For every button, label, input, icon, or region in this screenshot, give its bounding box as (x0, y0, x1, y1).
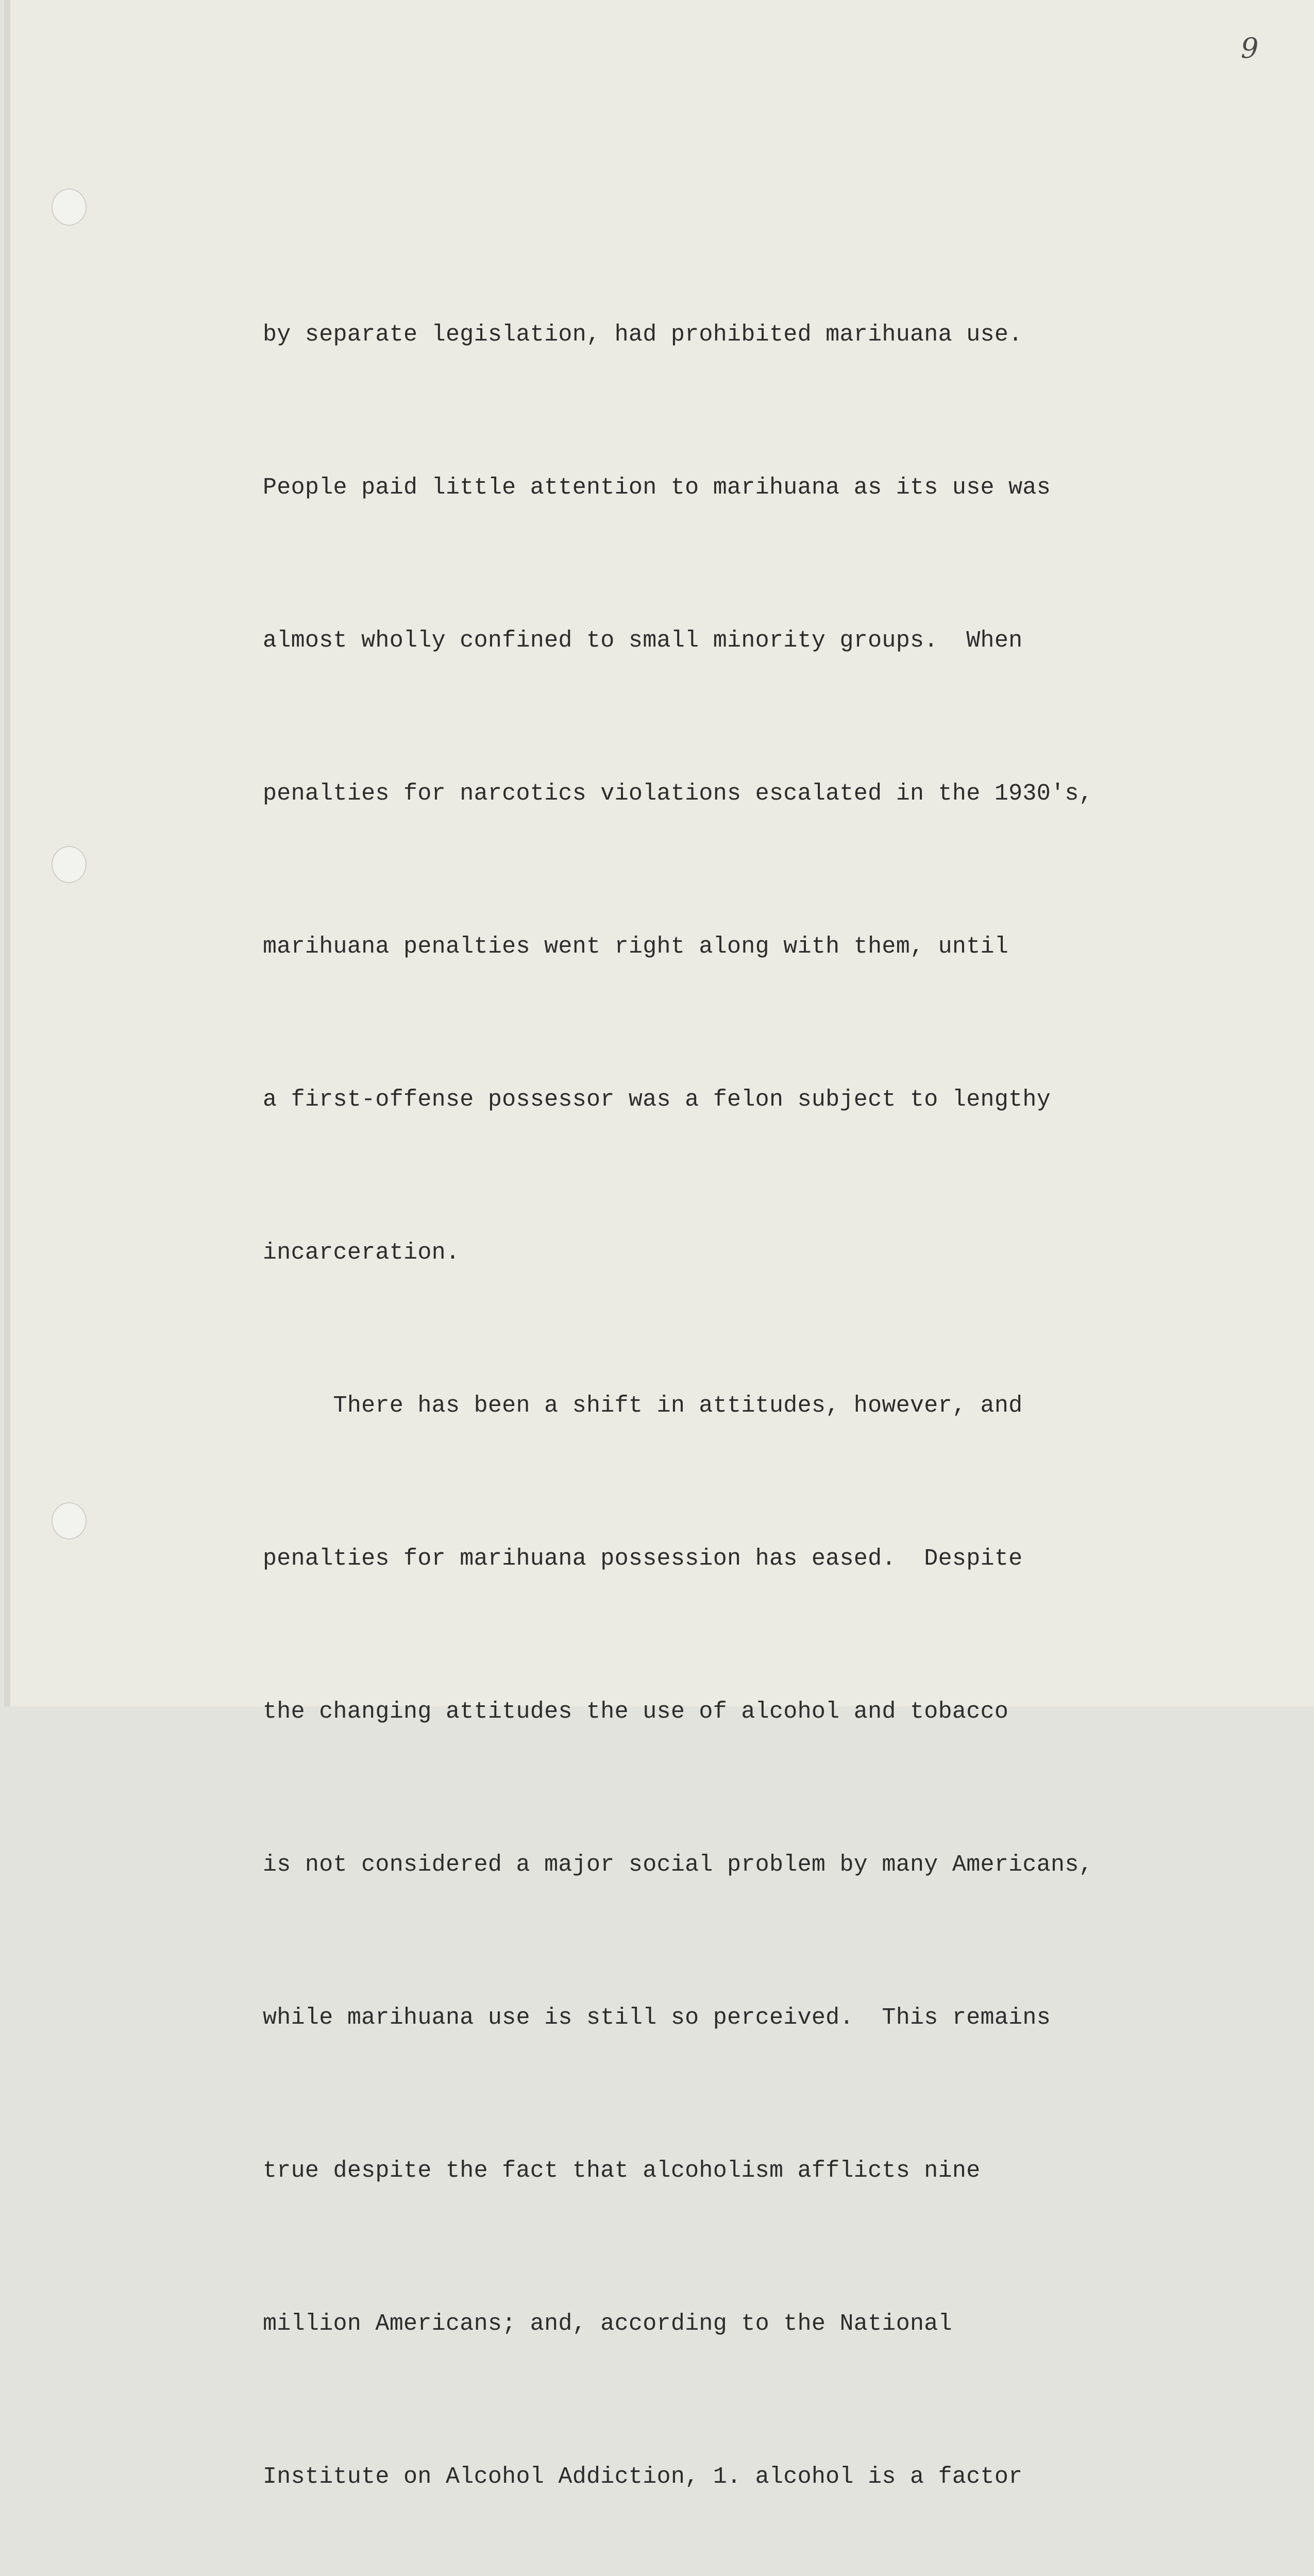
text-line: a first-offense possessor was a felon subject to lengthy (263, 1087, 1051, 1113)
body-text (263, 207, 1107, 2576)
text-line: is not considered a major social problem by many Americans, (263, 1852, 1093, 1878)
text-line: while marihuana use is still so perceived. This remains (263, 2005, 1051, 2031)
text-line: penalties for marihuana possession has eased. Despite (263, 1546, 1023, 1572)
text-line: the changing attitudes the use of alcohol and tobacco (263, 1699, 1009, 1725)
text-line: true despite the fact that alcoholism afflicts nine (263, 2158, 981, 2184)
page-edge (4, 0, 10, 1706)
text-line: marihuana penalties went right along with them, until (263, 934, 1009, 960)
text-line: million Americans; and, according to the National (263, 2311, 952, 2337)
punch-hole-middle (52, 846, 87, 883)
page-number: 9 (1241, 32, 1259, 64)
punch-hole-top (52, 189, 87, 226)
text-line: by separate legislation, had prohibited marihuana use. (263, 321, 1023, 348)
text-line: People paid little attention to marihuana as its use was (263, 474, 1051, 501)
text-line: incarceration. (263, 1240, 460, 1266)
text-line: There has been a shift in attitudes, however, and (263, 1393, 1023, 1419)
text-line: almost wholly confined to small minority groups. When (263, 628, 1023, 654)
text-line: Institute on Alcohol Addiction, 1. alcohol is a factor (263, 2464, 1023, 2490)
punch-hole-bottom (52, 1502, 87, 1539)
document-page (4, 0, 1314, 2490)
text-line: penalties for narcotics violations escalated in the 1930's, (263, 781, 1093, 807)
